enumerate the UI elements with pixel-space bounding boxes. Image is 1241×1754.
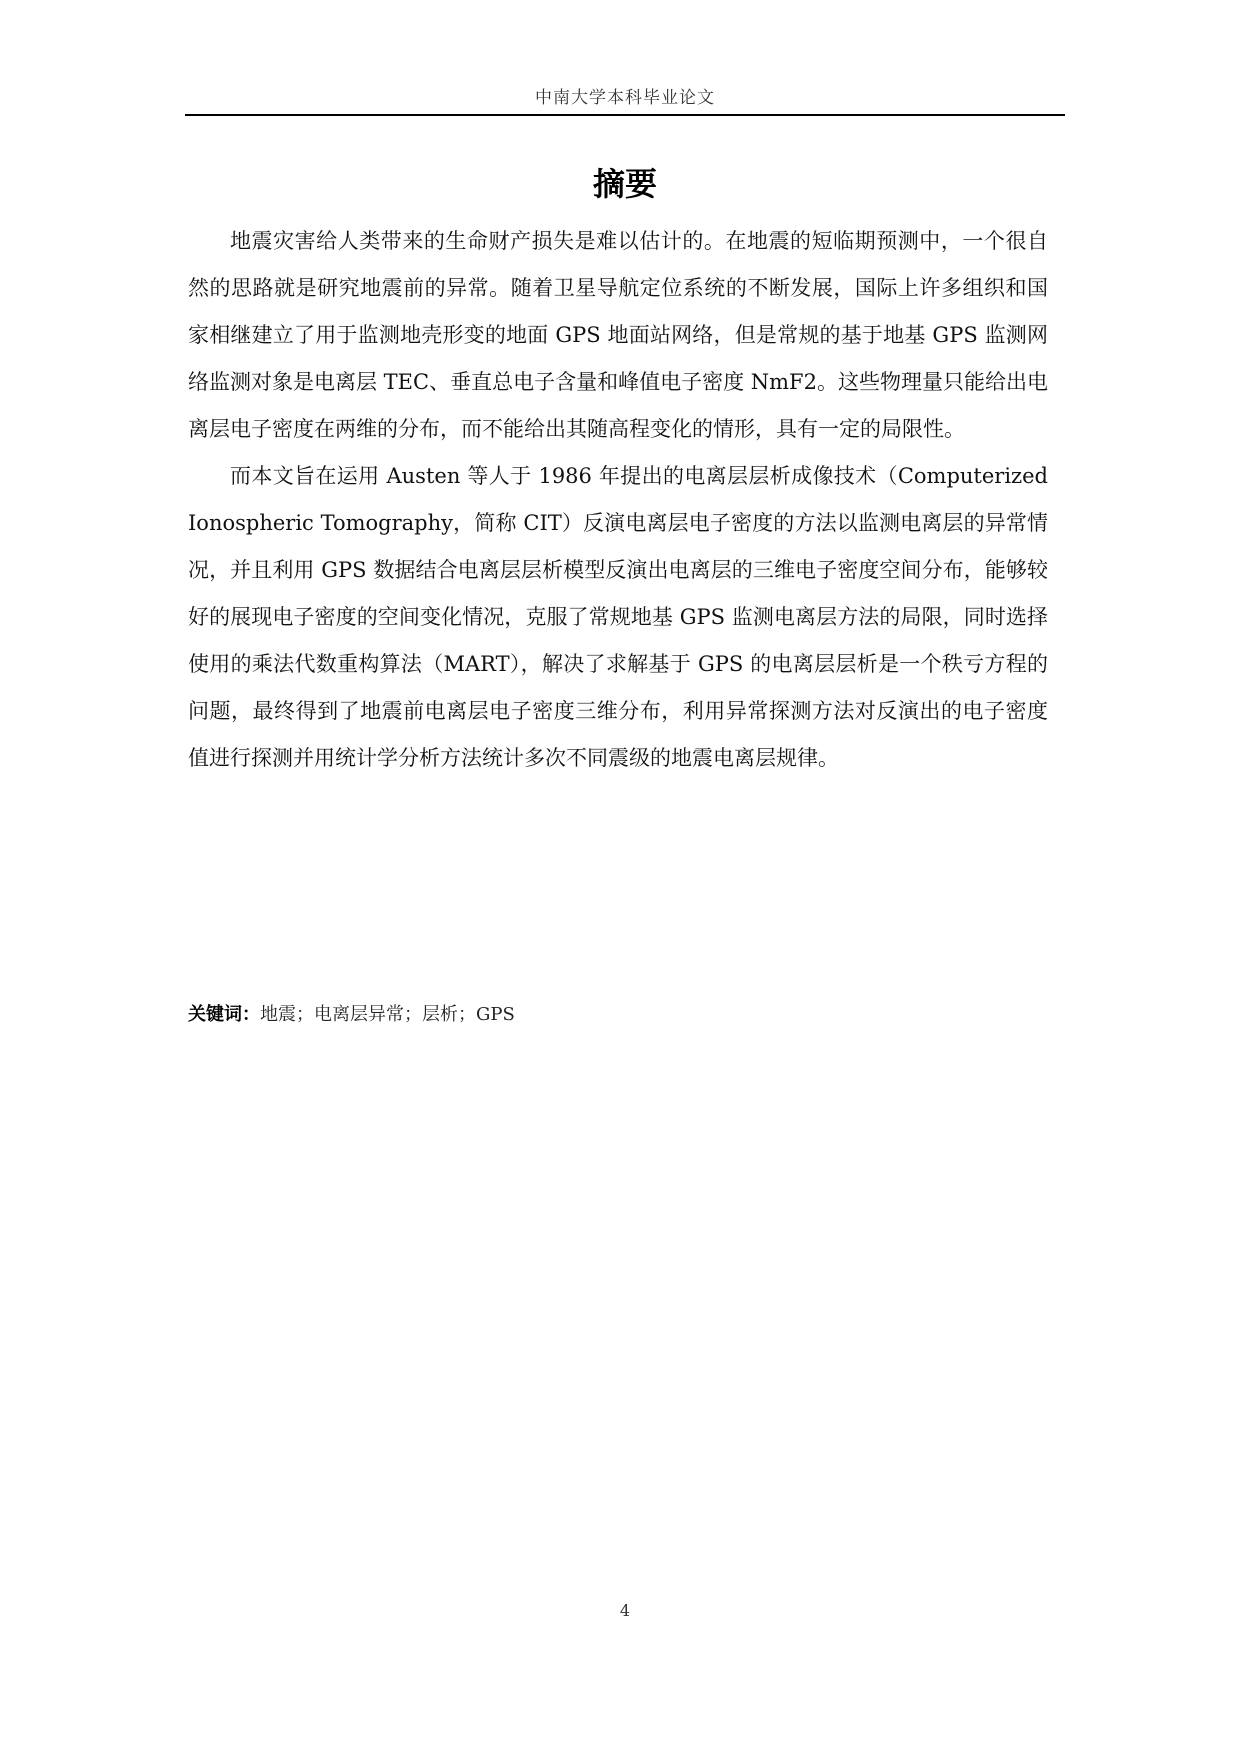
header-divider: [185, 114, 1065, 116]
abstract-paragraph: 而本文旨在运用 Austen 等人于 1986 年提出的电离层层析成像技术（Computerized Ionospheric Tomography，简称 CIT）反演电离层电子密度的方法以监测电离层的异常情况，并且利用 GPS 数据结合电离层层析模型反演出电离层的三维电子密度空间分布，能够较好的展现电子密度的空间变化情况，克服了常规地基 GPS 监测电离层方法的局限，同时选择使用的乘法代数重构算法（MART），解决了求解基于 GPS 的电离层层析是一个秩亏方程的问题，最终得到了地震前电离层电子密度三维分布，利用异常探测方法对反演出的电子密度值进行探测并用统计学分析方法统计多次不同震级的地震电离层规律。: [188, 464, 1048, 770]
abstract-paragraph: 地震灾害给人类带来的生命财产损失是难以估计的。在地震的短临期预测中，一个很自然的思路就是研究地震前的异常。随着卫星导航定位系统的不断发展，国际上许多组织和国家相继建立了用于监测地壳形变的地面 GPS 地面站网络，但是常规的基于地基 GPS 监测网络监测对象是电离层 TEC、垂直总电子含量和峰值电子密度 NmF2。这些物理量只能给出电离层电子密度在两维的分布，而不能给出其随高程变化的情形，具有一定的局限性。: [188, 229, 1048, 441]
keywords-value: 地震；电离层异常；层析；GPS: [260, 1004, 515, 1025]
keywords-label: 关键词：: [188, 1004, 260, 1025]
abstract-body: [188, 218, 1048, 782]
page-title: 摘要: [592, 165, 657, 203]
running-header: 中南大学本科毕业论文: [535, 88, 715, 108]
keywords-line: [188, 1002, 1048, 1028]
page-number: 4: [619, 1601, 631, 1620]
